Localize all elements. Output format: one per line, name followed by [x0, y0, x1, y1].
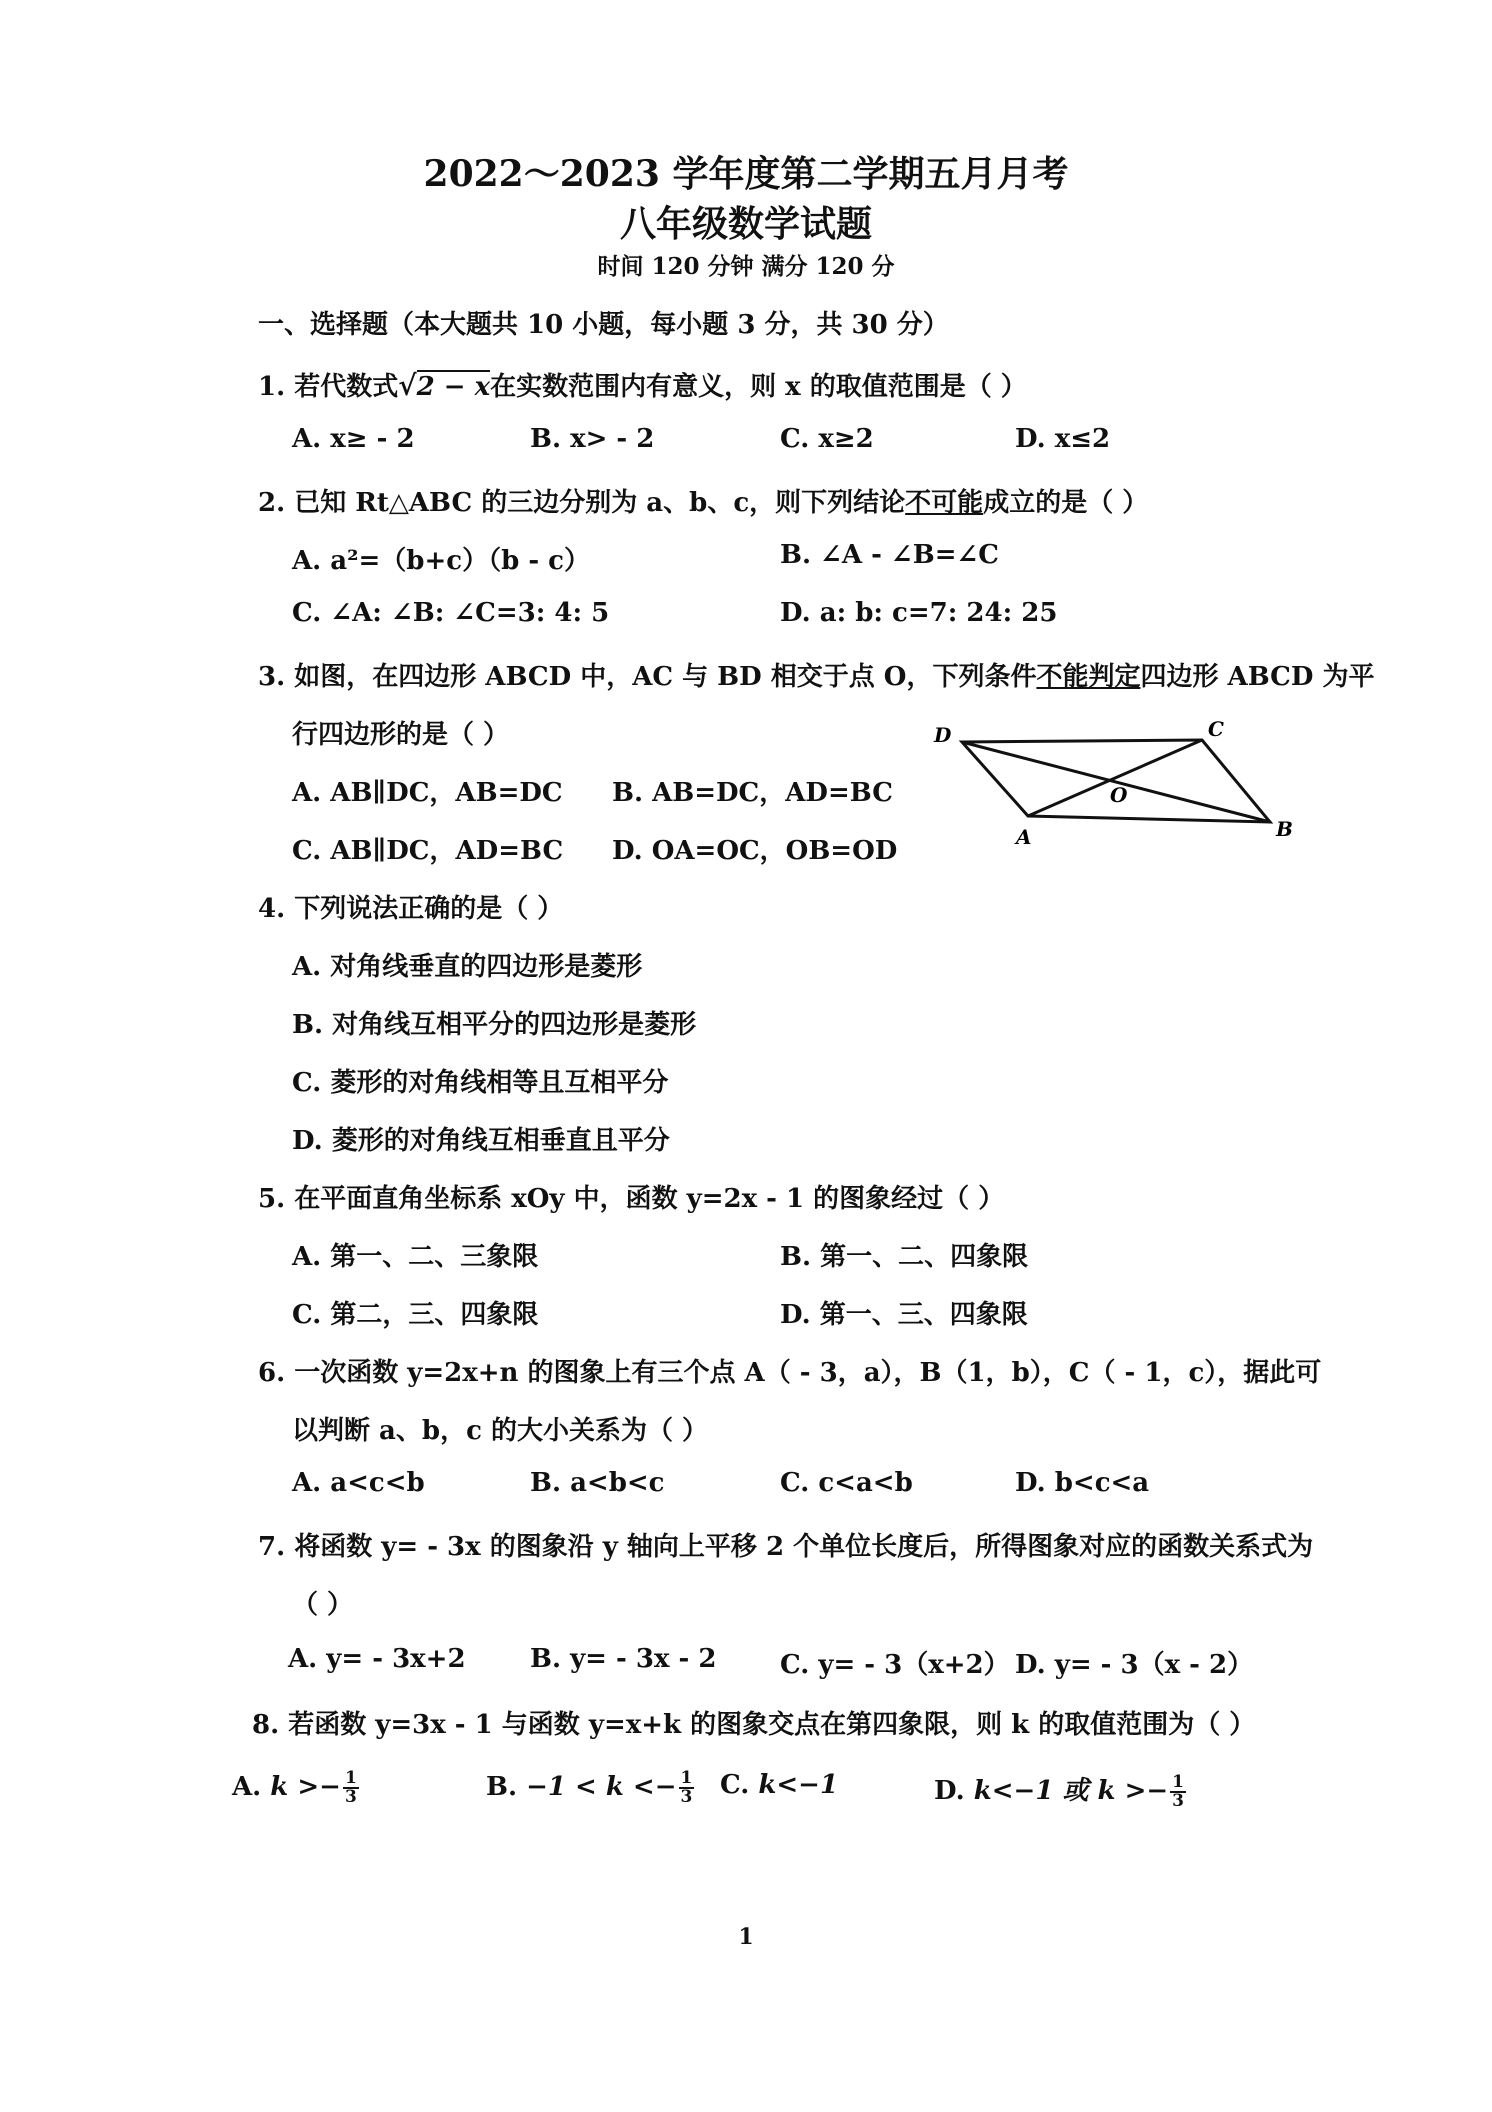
question-text: 一次函数 y=2x+n 的图象上有三个点 A（ - 3，a），B（1，b），C（ - 1，c），据此可: [294, 1358, 1322, 1388]
option-b: B. 第一、二、四象限: [780, 1242, 1029, 1272]
option-a: A. a²=（b+c）（b - c）: [292, 546, 590, 576]
exam-title: 2022～2023 学年度第二学期五月月考: [423, 153, 1069, 195]
option-label: A.: [232, 1772, 262, 1802]
question-6: [258, 1352, 1321, 1389]
fraction-numerator: 1: [1172, 1772, 1184, 1792]
label-d: D: [934, 723, 952, 747]
option-b: B. ∠A - ∠B=∠C: [780, 540, 999, 570]
option-b: B. AB=DC，AD=BC: [612, 778, 893, 808]
question-number: 3.: [258, 662, 286, 692]
option-c: C. 菱形的对角线相等且互相平分: [292, 1068, 669, 1098]
label-c: C: [1208, 717, 1224, 741]
question-7: [258, 1526, 1313, 1563]
question-number: 2.: [258, 488, 286, 518]
label-a: A: [1016, 825, 1032, 849]
question-text-post: 在实数范围内有意义，则 x 的取值范围是（ ）: [490, 372, 1027, 402]
fraction: [343, 1770, 359, 1806]
question-6-line2: 以判断 a、b，c 的大小关系为（ ）: [292, 1416, 709, 1446]
option-text: −1 < k <−: [526, 1772, 677, 1802]
question-3-line2: 行四边形的是（ ）: [292, 720, 510, 750]
label-b: B: [1276, 817, 1293, 841]
page-number: 1: [738, 1924, 754, 1950]
fraction-denominator: 3: [680, 1787, 693, 1807]
question-number: 1.: [258, 372, 286, 402]
question-text: 将函数 y= - 3x 的图象沿 y 轴向上平移 2 个单位长度后，所得图象对应的函数关系式为: [294, 1532, 1314, 1562]
option-b: B. 对角线互相平分的四边形是菱形: [292, 1010, 697, 1040]
option-c: C. y= - 3（x+2）: [780, 1650, 1010, 1680]
fraction-denominator: 3: [344, 1787, 357, 1807]
section-title: 一、选择题（本大题共 10 小题，每小题 3 分，共 30 分）: [258, 310, 949, 340]
question-text-post: 四边形 ABCD 为平: [1140, 662, 1375, 692]
label-o: O: [1110, 783, 1128, 807]
option-d: D. 菱形的对角线互相垂直且平分: [292, 1126, 670, 1156]
question-1: [258, 366, 1027, 403]
question-number: 8.: [252, 1710, 280, 1740]
question-text: 若函数 y=3x - 1 与函数 y=x+k 的图象交点在第四象限，则 k 的取值范围为（ ）: [288, 1710, 1256, 1740]
question-text: 在平面直角坐标系 xOy 中，函数 y=2x - 1 的图象经过（ ）: [294, 1184, 1005, 1214]
question-text: 若代数式: [294, 372, 399, 402]
option-d: [934, 1770, 1186, 1810]
option-d: D. 第一、三、四象限: [780, 1300, 1028, 1330]
fraction-numerator: 1: [344, 1768, 357, 1788]
option-a: A. 第一、二、三象限: [292, 1242, 539, 1272]
option-c: [720, 1770, 838, 1800]
option-a: A. y= - 3x+2: [288, 1644, 466, 1674]
option-a: [232, 1770, 359, 1806]
option-label: D.: [934, 1776, 965, 1806]
fraction-numerator: 1: [680, 1768, 693, 1788]
fraction: [679, 1770, 695, 1806]
option-d: D. b<c<a: [1015, 1468, 1150, 1498]
option-c: C. c<a<b: [780, 1468, 913, 1498]
option-d: D. OA=OC，OB=OD: [612, 836, 898, 866]
question-7-line2: （ ）: [292, 1590, 354, 1620]
fraction: [1170, 1774, 1186, 1810]
emphasis-text: 不能判定: [1036, 662, 1141, 692]
question-number: 5.: [258, 1184, 286, 1214]
option-c: C. x≥2: [780, 424, 874, 454]
option-label: C.: [720, 1770, 750, 1800]
question-3: [258, 656, 1374, 693]
question-2: [258, 482, 1148, 519]
option-text: k<−1: [758, 1770, 839, 1800]
question-text: 已知 Rt△ABC 的三边分别为 a、b、c，则下列结论: [294, 488, 906, 518]
option-text: k >−: [270, 1772, 341, 1802]
option-d: D. y= - 3（x - 2）: [1015, 1650, 1254, 1680]
question-text: 如图，在四边形 ABCD 中，AC 与 BD 相交于点 O，下列条件: [294, 662, 1037, 692]
question-number: 6.: [258, 1358, 286, 1388]
radical-icon: √: [398, 369, 417, 402]
question-4: [258, 888, 563, 925]
radicand: 2 − x: [416, 372, 491, 402]
option-text: k<−1 或 k >−: [973, 1776, 1169, 1806]
question-number: 4.: [258, 894, 286, 924]
option-c: C. AB∥DC，AD=BC: [292, 836, 564, 866]
emphasis-text: 不可能: [905, 488, 984, 518]
option-c: C. 第二，三、四象限: [292, 1300, 539, 1330]
option-label: B.: [486, 1772, 518, 1802]
question-text: 下列说法正确的是（ ）: [294, 894, 564, 924]
fraction-denominator: 3: [1172, 1791, 1184, 1811]
question-text-post: 成立的是（ ）: [983, 488, 1149, 518]
diagonal-db: [962, 742, 1270, 822]
option-c: C. ∠A: ∠B: ∠C=3: 4: 5: [292, 598, 610, 628]
exam-meta: 时间 120 分钟 满分 120 分: [597, 253, 895, 280]
question-number: 7.: [258, 1532, 286, 1562]
option-a: A. a<c<b: [292, 1468, 425, 1498]
option-b: B. a<b<c: [530, 1468, 665, 1498]
option-b: B. y= - 3x - 2: [530, 1644, 717, 1674]
parallelogram-figure: [920, 712, 1320, 862]
exam-subtitle: 八年级数学试题: [619, 203, 872, 245]
option-a: A. 对角线垂直的四边形是菱形: [292, 952, 643, 982]
option-b: B. x> - 2: [530, 424, 655, 454]
option-a: A. x≥ - 2: [292, 424, 415, 454]
option-d: D. a: b: c=7: 24: 25: [780, 598, 1058, 628]
option-d: D. x≤2: [1015, 424, 1111, 454]
option-b: [486, 1770, 694, 1806]
question-8: [252, 1704, 1255, 1741]
question-5: [258, 1178, 1004, 1215]
option-a: A. AB∥DC，AB=DC: [292, 778, 563, 808]
